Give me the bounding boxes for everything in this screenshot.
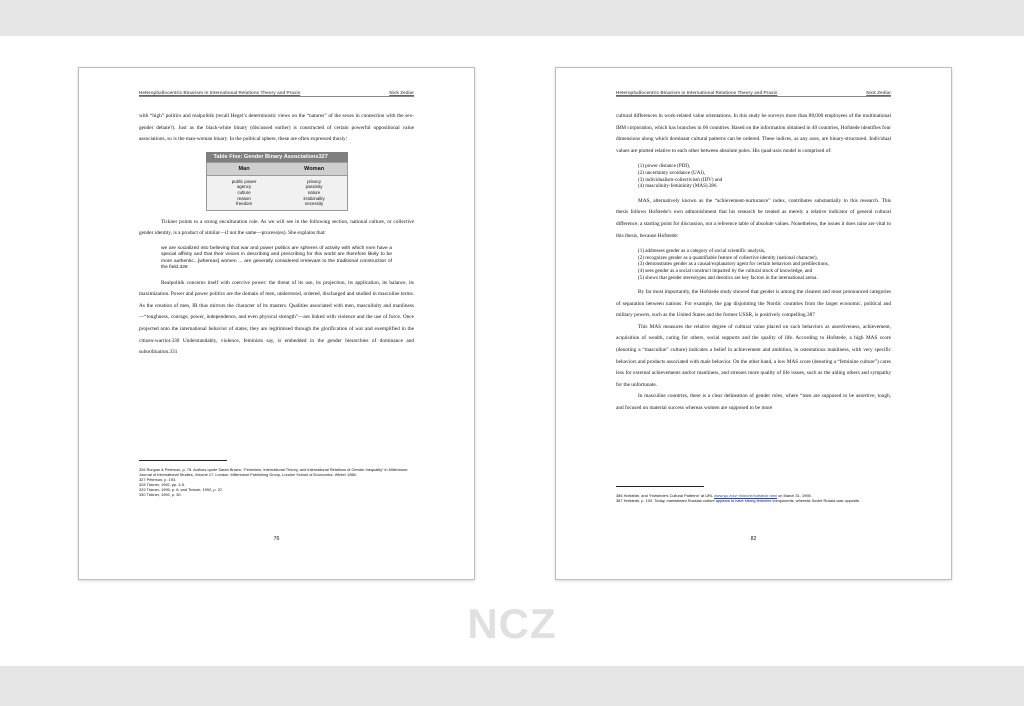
list-item: (5) shows that gender stereotypes and deontics are key factors in the international arena. [638,274,818,281]
paragraph: This MAS measures the relative degree of cultural value placed on such behaviors as assertiveness, achievement, acquisition of wealth, caring for others, social supports and the quality of life. According to Hofstede, a high MAS score (denoting a “masculine” culture) indicates a belief in achievement and ambition, in ostentatious manliness, with very specific behaviors and products associated with male behavior. On the other hand, a low MAS score (denoting a “feminine culture”) cares less for external achievements and/or manliness, and stresses more quality of life issues, such as the aiding others and sympathy for the unfortunate. [616,323,891,388]
running-header [616,90,891,97]
table-cell: freedom [236,201,253,207]
footnote: 328 Tickner, 1992, pp. 4-5. [139,482,186,487]
list-item: (4) sees gender as a social construct imparted by the cultural stock of knowledge, and [638,267,813,274]
footnote-rule [616,486,704,487]
list-item: (2) uncertainty avoidance (UAI), [638,169,706,176]
running-header-author: Nick Zediar [389,90,414,95]
table-cell: privacy [307,178,322,184]
table-header-man: Man [206,162,282,175]
footnote-link[interactable]: www.sju.edu/~ekieche/hofstede.html [713,493,778,498]
block-quote: we are socialized into believing that war and power politics are spheres of activity with which men have a special affinity and that their voices in describing and prescribing for this world are therefore likely to be more authentic...[whereas] women ... are generally considered irrelevant to the traditional construction of the field.328 [161,245,392,271]
page-body [616,111,891,415]
gender-binary-table [206,152,348,211]
table-header-woman: Woman [282,162,347,175]
paragraph: In masculine countries, there is a clear delineation of gender roles, where “men are supposed to be assertive, tough, and focused on material success whereas women are supposed to be more [616,393,891,412]
footnote: 327 Peterson, p. 193. [139,477,177,482]
running-header-title: Heterophallocentric Binarism in International Relations Theory and Praxis [616,90,778,95]
running-header-title: Heterophallocentric Binarism in International Relations Theory and Praxis [139,90,301,95]
footnotes [616,493,891,503]
paragraph: Tickner points to a strong enculturation role. As we will see in the following section, national culture, or collective gender identity, is a product of similar—if not the same—process(es). She explains that: [139,218,414,237]
footnote: 329 Tickner, 1995, p. 6; and Tickner, 1992, p. 37. [139,487,224,492]
running-header-author: Nick Zediar [866,90,891,95]
table-cell: irrationality [303,195,325,201]
list-item: (3) demonstrates gender as a causal/explanatory agent for certain behaviors and predilections, [638,261,829,268]
list-item: (1) addresses gender as a category of social scientific analysis, [638,248,766,255]
footnote: 330 Tickner, 1992, p. 30. [139,492,182,497]
footnote: 387 Hofstede, p. 100. Today, mainstream Russian culture appears to have strong feminine components, whereas Soviet Russia was opposite. [616,498,861,503]
paragraph: cultural differences in work-related value orientations. In this study he surveys more than 88,000 employees of the multinational IBM corporation, which has branches in 66 countries. Based on the information obtained in 40 countries, Hofstede identifies four dimensions along which dominant cultural patterns can be ordered. These indices, as any axes, are binary-structured. Individual values are plotted relative to each other between absolute poles. His quad-axis model is comprised of: [616,113,891,154]
watermark-logo: NCZ [467,600,557,647]
footnote-text: 386 Hofstede, and “Hofstede’s Cultural Patterns” at URL [616,493,714,498]
footnote: 326 Runyan & Peterson, p. 78. Authors quote Sarah Brown, “Feminism, International Theory, and International Relations of Gender Inequality” in Millennium: Journal of International Studies, Volume 17, London: Millennium Publishing Group, London School of Economics, Winter 1988. [139,467,409,477]
footnote-text: on March 31, 1998. [777,493,812,498]
table-cell: culture [237,189,251,195]
document-page-76 [78,67,475,580]
table-row [206,201,347,210]
paragraph: Realpolitik concerns itself with coercive power: the threat of its use, its projection, its application, its balance, its maximization. Power and power politics are the domain of men, understood, ordered, discharged and studied in masculine terms. As the creation of men, IR thus mirrors the character of its masters. Qualities associated with men, masculinity and manliness—“toughness, courage, power, independence, and even physical strength”—are linked with violence and the use of force. Once projected onto the international behavior of states, they are legitimised through the glorification of war and exemplified in the citizen-warrior.330 Understandably, violence, feminists say, is embedded in the gender hierarchies of dominance and subordination.331 [139,279,414,356]
footnotes [139,467,414,497]
table-cell: passivity [305,184,323,190]
paragraph: with “high” politics and realpolitik (recall Hegel’s deterministic views on the “natures” of the sexes in connection with the sex-gender debate?). Just as the black-white binary (discussed earlier) is constructed of certain powerful oppositional value associations, so is the man-woman binary. In the political sphere, these are often expressed thusly: [139,113,414,143]
table-caption: Table Five: Gender Binary Associations327 [206,152,348,162]
footnote-rule [139,460,227,461]
bottom-gray-band [0,666,1024,706]
running-header [139,90,414,97]
list-item: (2) recognizes gender as a quantifiable feature of collective identity (national character), [638,254,818,261]
page-number: 82 [750,536,757,542]
list-item: (1) power distance (PDI), [638,163,691,170]
table-cell: necessity [304,201,324,207]
table-cell: reason [237,195,251,201]
hofstede-contributions-list [638,248,891,281]
paragraph: By far most importantly, the Hofstede study showed that gender is among the clearest and most pronounced categories of separation between nations. For example, the gap disjointing the Nordic countries from the larger economic, political and military powers, such as the United States and the former USSR, is positively compelling.387 [616,289,891,319]
document-page-82 [555,67,952,580]
table-cell: nature [307,189,321,195]
top-gray-band [0,0,1024,36]
table-row [206,175,347,184]
table-cell: public power [231,178,257,184]
hofstede-dimensions-list [638,163,891,189]
page-number: 76 [273,536,280,542]
list-item: (3) individualism-collectivism (IDV) and [638,176,723,183]
list-item: (4) masculinity-femininity (MAS).386 [638,183,717,190]
table-cell: agency [236,184,252,190]
page-body [139,111,414,359]
paragraph: MAS, alternatively known as the “achievement-nurturance” index, contributes substantially to this research. This thesis follows Hofstede’s own admonishment that his research be treated as merely a relative indicator of general cultural difference, a starting point for discussion, not a reference table of absolute values. Nonetheless, the issues it does raise are vital to this thesis, because Hofstede: [616,197,891,239]
